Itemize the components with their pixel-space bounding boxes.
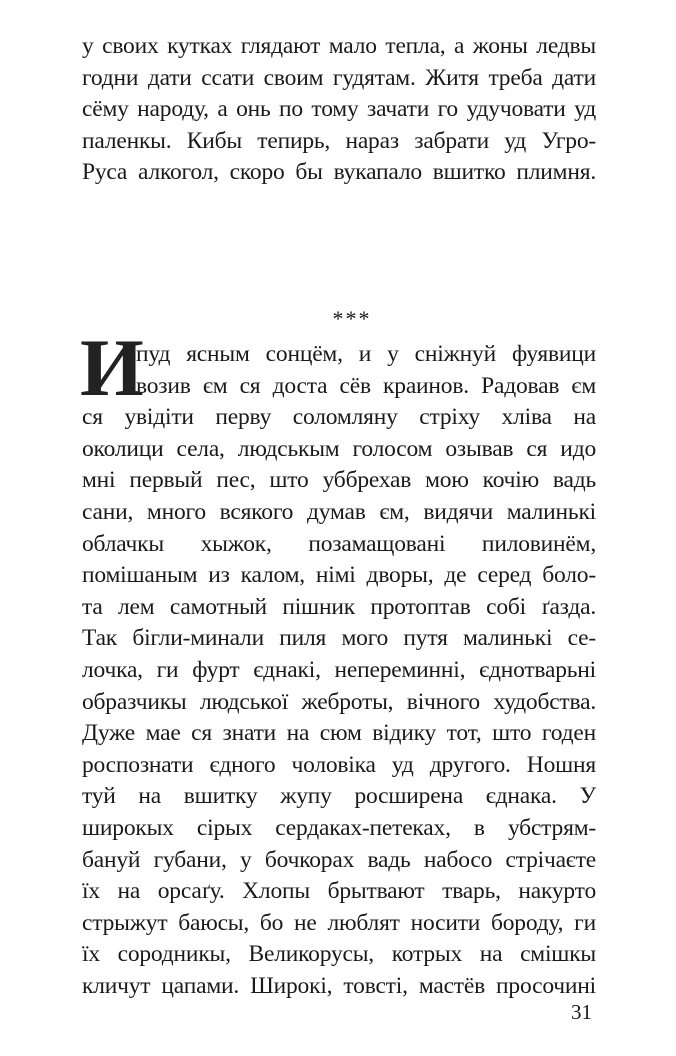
text-line: ся увідіти перву соломляну стріху хліва на — [82, 404, 596, 431]
text-line: туй на вшитку жупу росширена єднака. У — [82, 783, 596, 810]
main-paragraph — [80, 322, 596, 1002]
text-line: облачкы хыжок, позамащовані пиловинём, — [82, 530, 596, 557]
text-line: бануй губани, у бочкорах вадь набосо стрічаєте — [82, 846, 596, 873]
text-line: мні первый пес, што уббрехав мою кочію вадь — [82, 467, 596, 494]
text-line: Дуже мае ся знати на сюм відику тот, што годен — [82, 720, 596, 747]
text-line: широкых сірых сердаках-петеках, в убстрям- — [82, 814, 596, 841]
text-line: сани, много всякого думав єм, видячи малинькі — [82, 498, 596, 525]
text-line: у своих кутках глядают мало тепла, а жоны ледвы — [82, 33, 596, 59]
text-line: возив єм ся доста сёв краинов. Радовав єм — [136, 372, 596, 399]
text-line: їх сородникы, Великорусы, котрых на смішкы — [82, 941, 596, 968]
text-line: пуд ясным сонцём, и у сніжнуй фуявици — [136, 341, 596, 367]
text-line: та лем самотный пішник протоптав собі ґазда. — [82, 593, 596, 620]
text-line: помішаным из калом, німі дворы, де серед боло- — [82, 562, 596, 589]
text-line: кличут цапами. Широкі, товсті, мастёв просочині — [82, 972, 596, 999]
text-line: Так бігли-минали пиля мого путя малинькі се- — [82, 625, 596, 652]
text-line: сёму народу, а онь по тому зачати го удучовати уд — [82, 96, 596, 123]
text-line: роспознати єдного чоловіка уд другого. Ношня — [82, 751, 596, 778]
text-line: їх на орсаґу. Хлопы брытвают тварь, накурто — [82, 878, 596, 905]
text-line: образчикы людської жеброты, вічного худобства. — [82, 688, 596, 715]
text-line: Руса алкогол, скоро бы вукапало вшитко плимня. — [82, 159, 596, 186]
top-paragraph — [82, 31, 596, 189]
text-line: годни дати ссати своим гудятам. Житя треба дати — [82, 64, 596, 91]
section-separator: *** — [332, 306, 372, 331]
drop-cap: И — [80, 322, 144, 413]
page-number: 31 — [571, 1000, 592, 1024]
text-line: паленкы. Кибы тепирь, нараз забрати уд Угро- — [82, 127, 596, 154]
text-line: стрыжут баюсы, бо не люблят носити бороду, ги — [82, 909, 596, 936]
text-line: лочка, ги фурт єднакі, непереминні, єднотварьні — [82, 656, 596, 683]
text-line: околици села, людськым голосом озывав ся идо — [82, 435, 596, 462]
